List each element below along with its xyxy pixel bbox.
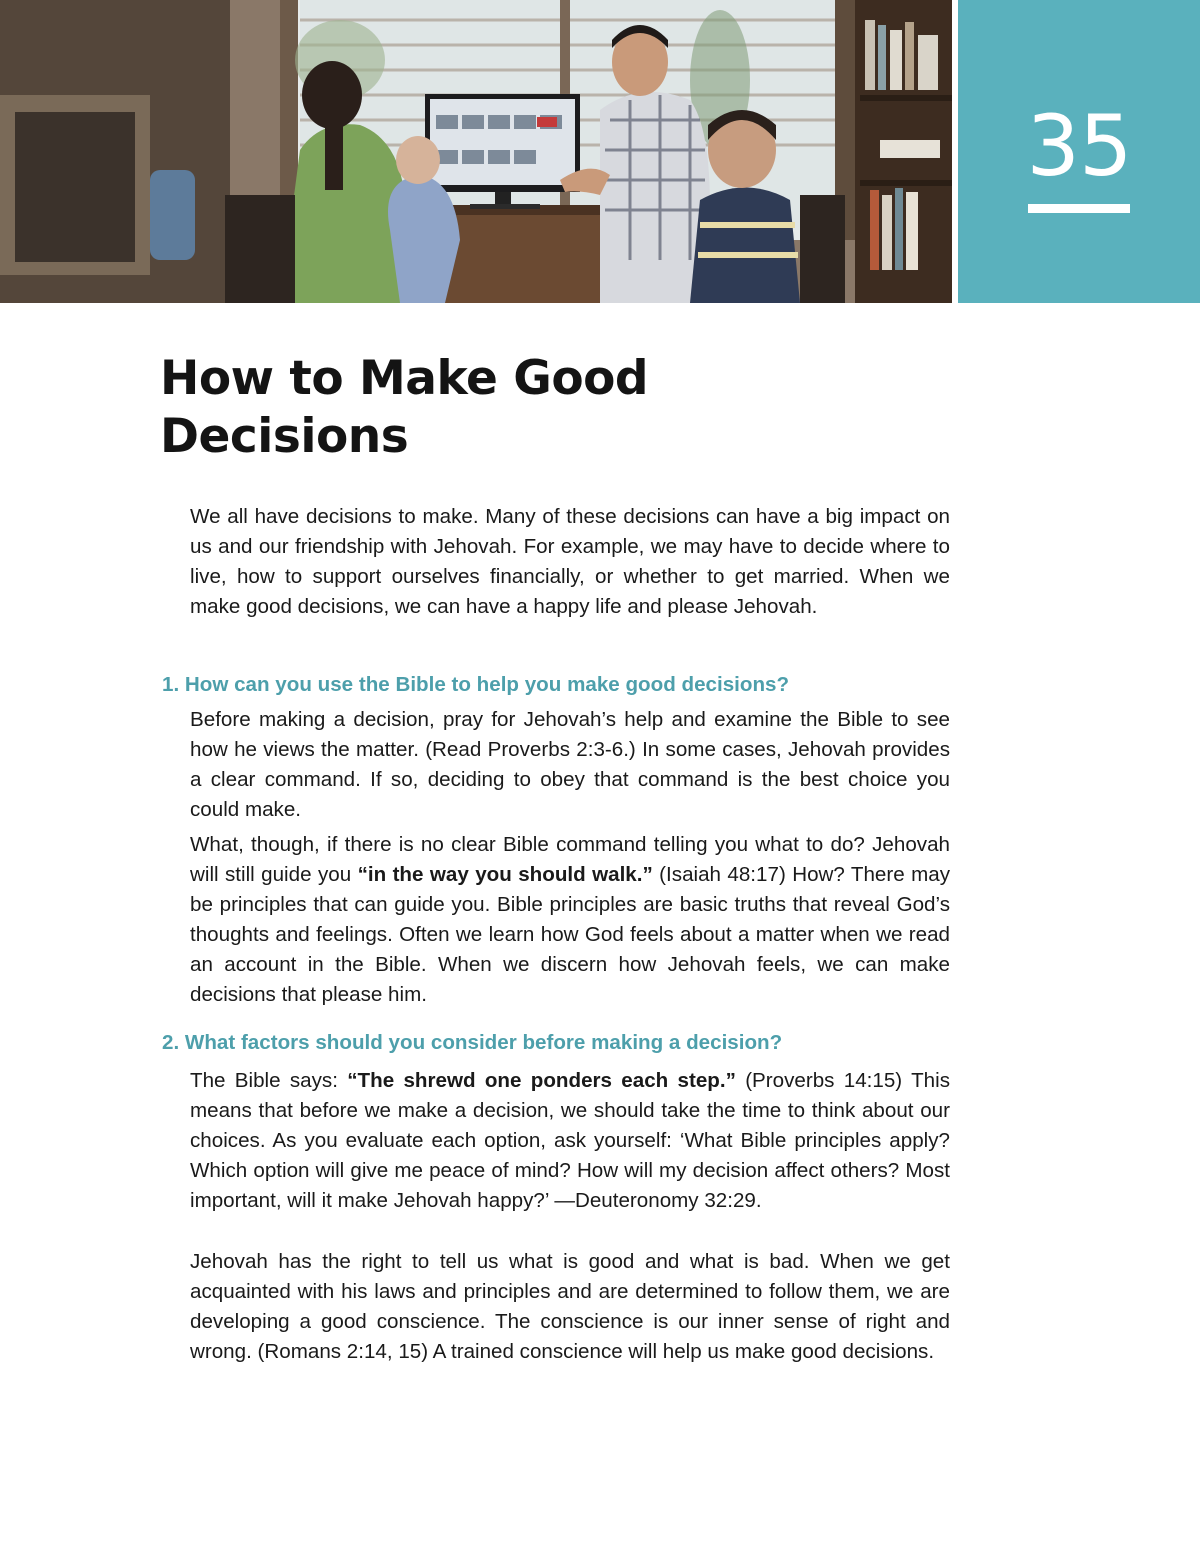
- family-at-computer-illustration: [0, 0, 952, 303]
- question-heading-1: 1. How can you use the Bible to help you make good decisions?: [162, 673, 790, 696]
- section-1-paragraph-2: [190, 830, 950, 1010]
- paragraph-text: What, though, if there is no clear Bible command telling you what to do? Jehovah will still guide you: [190, 833, 950, 886]
- section-1-paragraph-1: Before making a decision, pray for Jehovah’s help and examine the Bible to see how he views the matter. (Read Proverbs 2:3-6.) In some cases, Jehovah provides a clear command. If so, deciding to obey that command is the best choice you could make.: [190, 708, 950, 821]
- paragraph-text: (Isaiah 48:17) How? There may be principles that can guide you. Bible principles are basic truths that reveal God’s thoughts and feelings. Often we learn how God feels about a matter when we read an account in the Bible. When we discern how Jehovah feels, we can make decisions that please him.: [190, 863, 950, 1006]
- chapter-badge: [958, 0, 1200, 303]
- paragraph-text: The Bible says:: [190, 1069, 348, 1092]
- chapter-underline: [1028, 204, 1130, 213]
- section-2-paragraph-2: Jehovah has the right to tell us what is good and what is bad. When we get acquainted with his laws and principles and are determined to follow them, we are developing a good conscience. The conscience is our inner sense of right and wrong. (Romans 2:14, 15) A trained conscience will help us make good decisions.: [190, 1250, 950, 1363]
- family-at-computer-photo: [0, 0, 952, 303]
- scripture-quote: “The shrewd one ponders each step.”: [347, 1069, 736, 1092]
- question-heading-2: 2. What factors should you consider before making a decision?: [162, 1031, 783, 1054]
- section-2-paragraph-1: [190, 1066, 950, 1216]
- page-title: How to Make Good Decisions: [160, 351, 649, 464]
- intro-paragraph: We all have decisions to make. Many of these decisions can have a big impact on us and our friendship with Jehovah. For example, we may have to decide where to live, how to support ourselves financially, or whether to get married. When we make good decisions, we can have a happy life and please Jehovah.: [190, 505, 950, 618]
- paragraph-text: (Proverbs 14:15) This means that before we make a decision, we should take the time to think about our choices. As you evaluate each option, ask yourself: ‘What Bible principles apply? Which option will give me peace of mind? How will my decision affect others? Most important, will it make Jehovah happy?’ —Deuteronomy 32:29.: [190, 1069, 950, 1212]
- scripture-quote: “in the way you should walk.”: [357, 863, 653, 886]
- chapter-number: 35: [1026, 97, 1132, 195]
